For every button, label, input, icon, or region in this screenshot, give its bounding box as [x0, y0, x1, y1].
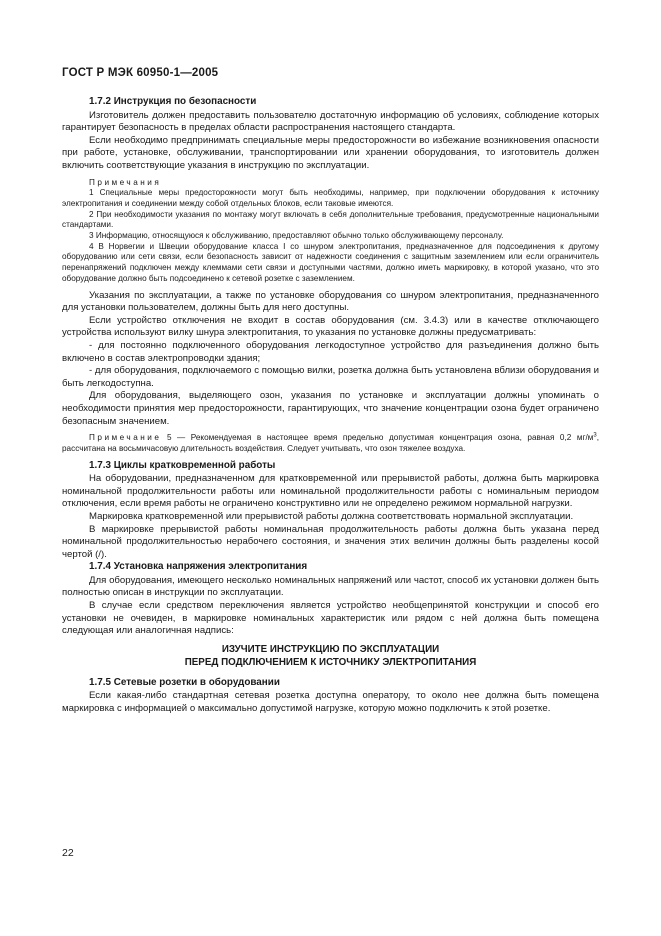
note-item: 3 Информацию, относящуюся к обслуживанию, предоставляют обычно только обслуживающему персоналу. — [89, 231, 504, 241]
list-item: - для постоянно подключенного оборудования легкодоступное устройство для разъединения должно быть включено в состав электропроводки здания; — [62, 339, 599, 364]
paragraph: На оборудовании, предназначенном для кратковременной или прерывистой работы, должна быть маркировка номинальной продолжительности работы или номинальной продолжительности работы с номинальным периодом отключения, если время работы не ограничено конструктивно или не определено режимом нормальной нагрузки. — [62, 473, 599, 510]
warning-label-line-2: ПЕРЕД ПОДКЛЮЧЕНИЕМ К ИСТОЧНИКУ ЭЛЕКТРОПИТАНИЯ — [184, 656, 477, 668]
section-heading-1-7-4: 1.7.4 Установка напряжения электропитания — [89, 561, 308, 573]
section-heading-1-7-3: 1.7.3 Циклы кратковременной работы — [89, 459, 276, 471]
section-heading-1-7-5: 1.7.5 Сетевые розетки в оборудовании — [89, 676, 280, 688]
paragraph: Если какая-либо стандартная сетевая розетка доступна оператору, то около нее должна быть помещена маркировка с информацией о максимально допустимой нагрузке, которую можно подключить к этой розетке. — [62, 690, 599, 715]
paragraph: Если необходимо предпринимать специальные меры предосторожности во избежание возникновения опасности при работе, установке, обслуживании, транспортировании или хранении оборудования, то изготовитель должен включить соответствующие указания в инструкцию по эксплуатации. — [62, 134, 599, 171]
warning-label-line-1: ИЗУЧИТЕ ИНСТРУКЦИЮ ПО ЭКСПЛУАТАЦИИ — [221, 643, 440, 655]
note-text-rest: , рассчитана на восьмичасовую длительность воздействия. Следует учитывать, что озон тяжелее воздуха. — [62, 433, 599, 453]
superscript: 3 — [593, 432, 597, 439]
paragraph: Изготовитель должен предоставить пользователю достаточную информацию об условиях, соблюдение которых гарантирует безопасность в пределах области распространения настоящего стандарта. — [62, 109, 599, 134]
paragraph: Для оборудования, выделяющего озон, указания по установке и эксплуатации должны упоминать о необходимости принятия мер предосторожности, гарантирующих, что значение концентрации озона будет ограничено безопасным значением. — [62, 390, 599, 427]
page-number: 22 — [62, 847, 74, 859]
paragraph: Маркировка кратковременной или прерывистой работы должна соответствовать нормальной эксплуатации. — [89, 510, 574, 522]
notes-block — [62, 178, 599, 285]
document-code: ГОСТ Р МЭК 60950-1—2005 — [62, 67, 219, 79]
note-label: Примечание — [89, 433, 162, 443]
paragraph: В маркировке прерывистой работы номинальная продолжительность работы должна быть указана перед номинальной продолжительностью нерабочего состояния, и значения этих величин должны быть разделены косой чертой (/). — [62, 523, 599, 560]
paragraph: В случае если средством переключения является устройство необщепринятой конструкции и способ его установки не очевиден, в маркировке номинальных характеристик или рядом с ней должна быть помещена следующая или аналогичная надпись: — [62, 600, 599, 637]
note-5 — [62, 433, 599, 454]
note-item: 1 Специальные меры предосторожности могут быть необходимы, например, при подключении оборудования к источнику электропитания и соединении между собой отдельных блоков, если таковые имеются. — [62, 188, 599, 208]
note-item: 4 В Норвегии и Швеции оборудование класса I со шнуром электропитания, предназначенное для подсоединения к другому оборудованию или сети связи, если безопасность зависит от надежности соединения с защитным заземлением или если ограничитель перенапряжений подключен между клеммами сети связи и доступными частями, должно иметь маркировку, в которой указано, что это оборудование должно быть подсоединено к сетевой розетке с заземлением. — [62, 241, 599, 283]
list-item: - для оборудования, подключаемого с помощью вилки, розетка должна быть установлена вблизи оборудования и быть легкодоступна. — [62, 365, 599, 389]
section-heading-1-7-2: 1.7.2 Инструкция по безопасности — [89, 96, 257, 107]
notes-title: Примечания — [89, 177, 162, 187]
paragraph: Для оборудования, имеющего несколько номинальных напряжений или частот, способ их установки должен быть полностью описан в инструкции по эксплуатации. — [62, 574, 599, 599]
note-text: 5 — Рекомендуемая в настоящее время предельно допустимая концентрация озона, равная 0,2 мг/м — [166, 433, 594, 443]
note-item: 2 При необходимости указания по монтажу могут включать в себя дополнительные требования, предусмотренные национальными стандартами. — [62, 209, 599, 230]
paragraph: Если устройство отключения не входит в состав оборудования (см. 3.4.3) или в качестве отключающего устройства используют вилку шнура электропитания, то указания по установке должны предусматривать: — [62, 314, 599, 339]
page-content — [62, 96, 599, 716]
paragraph: Указания по эксплуатации, а также по установке оборудования со шнуром электропитания, предназначенного для установки пользователем, должны быть для него доступны. — [62, 289, 599, 314]
